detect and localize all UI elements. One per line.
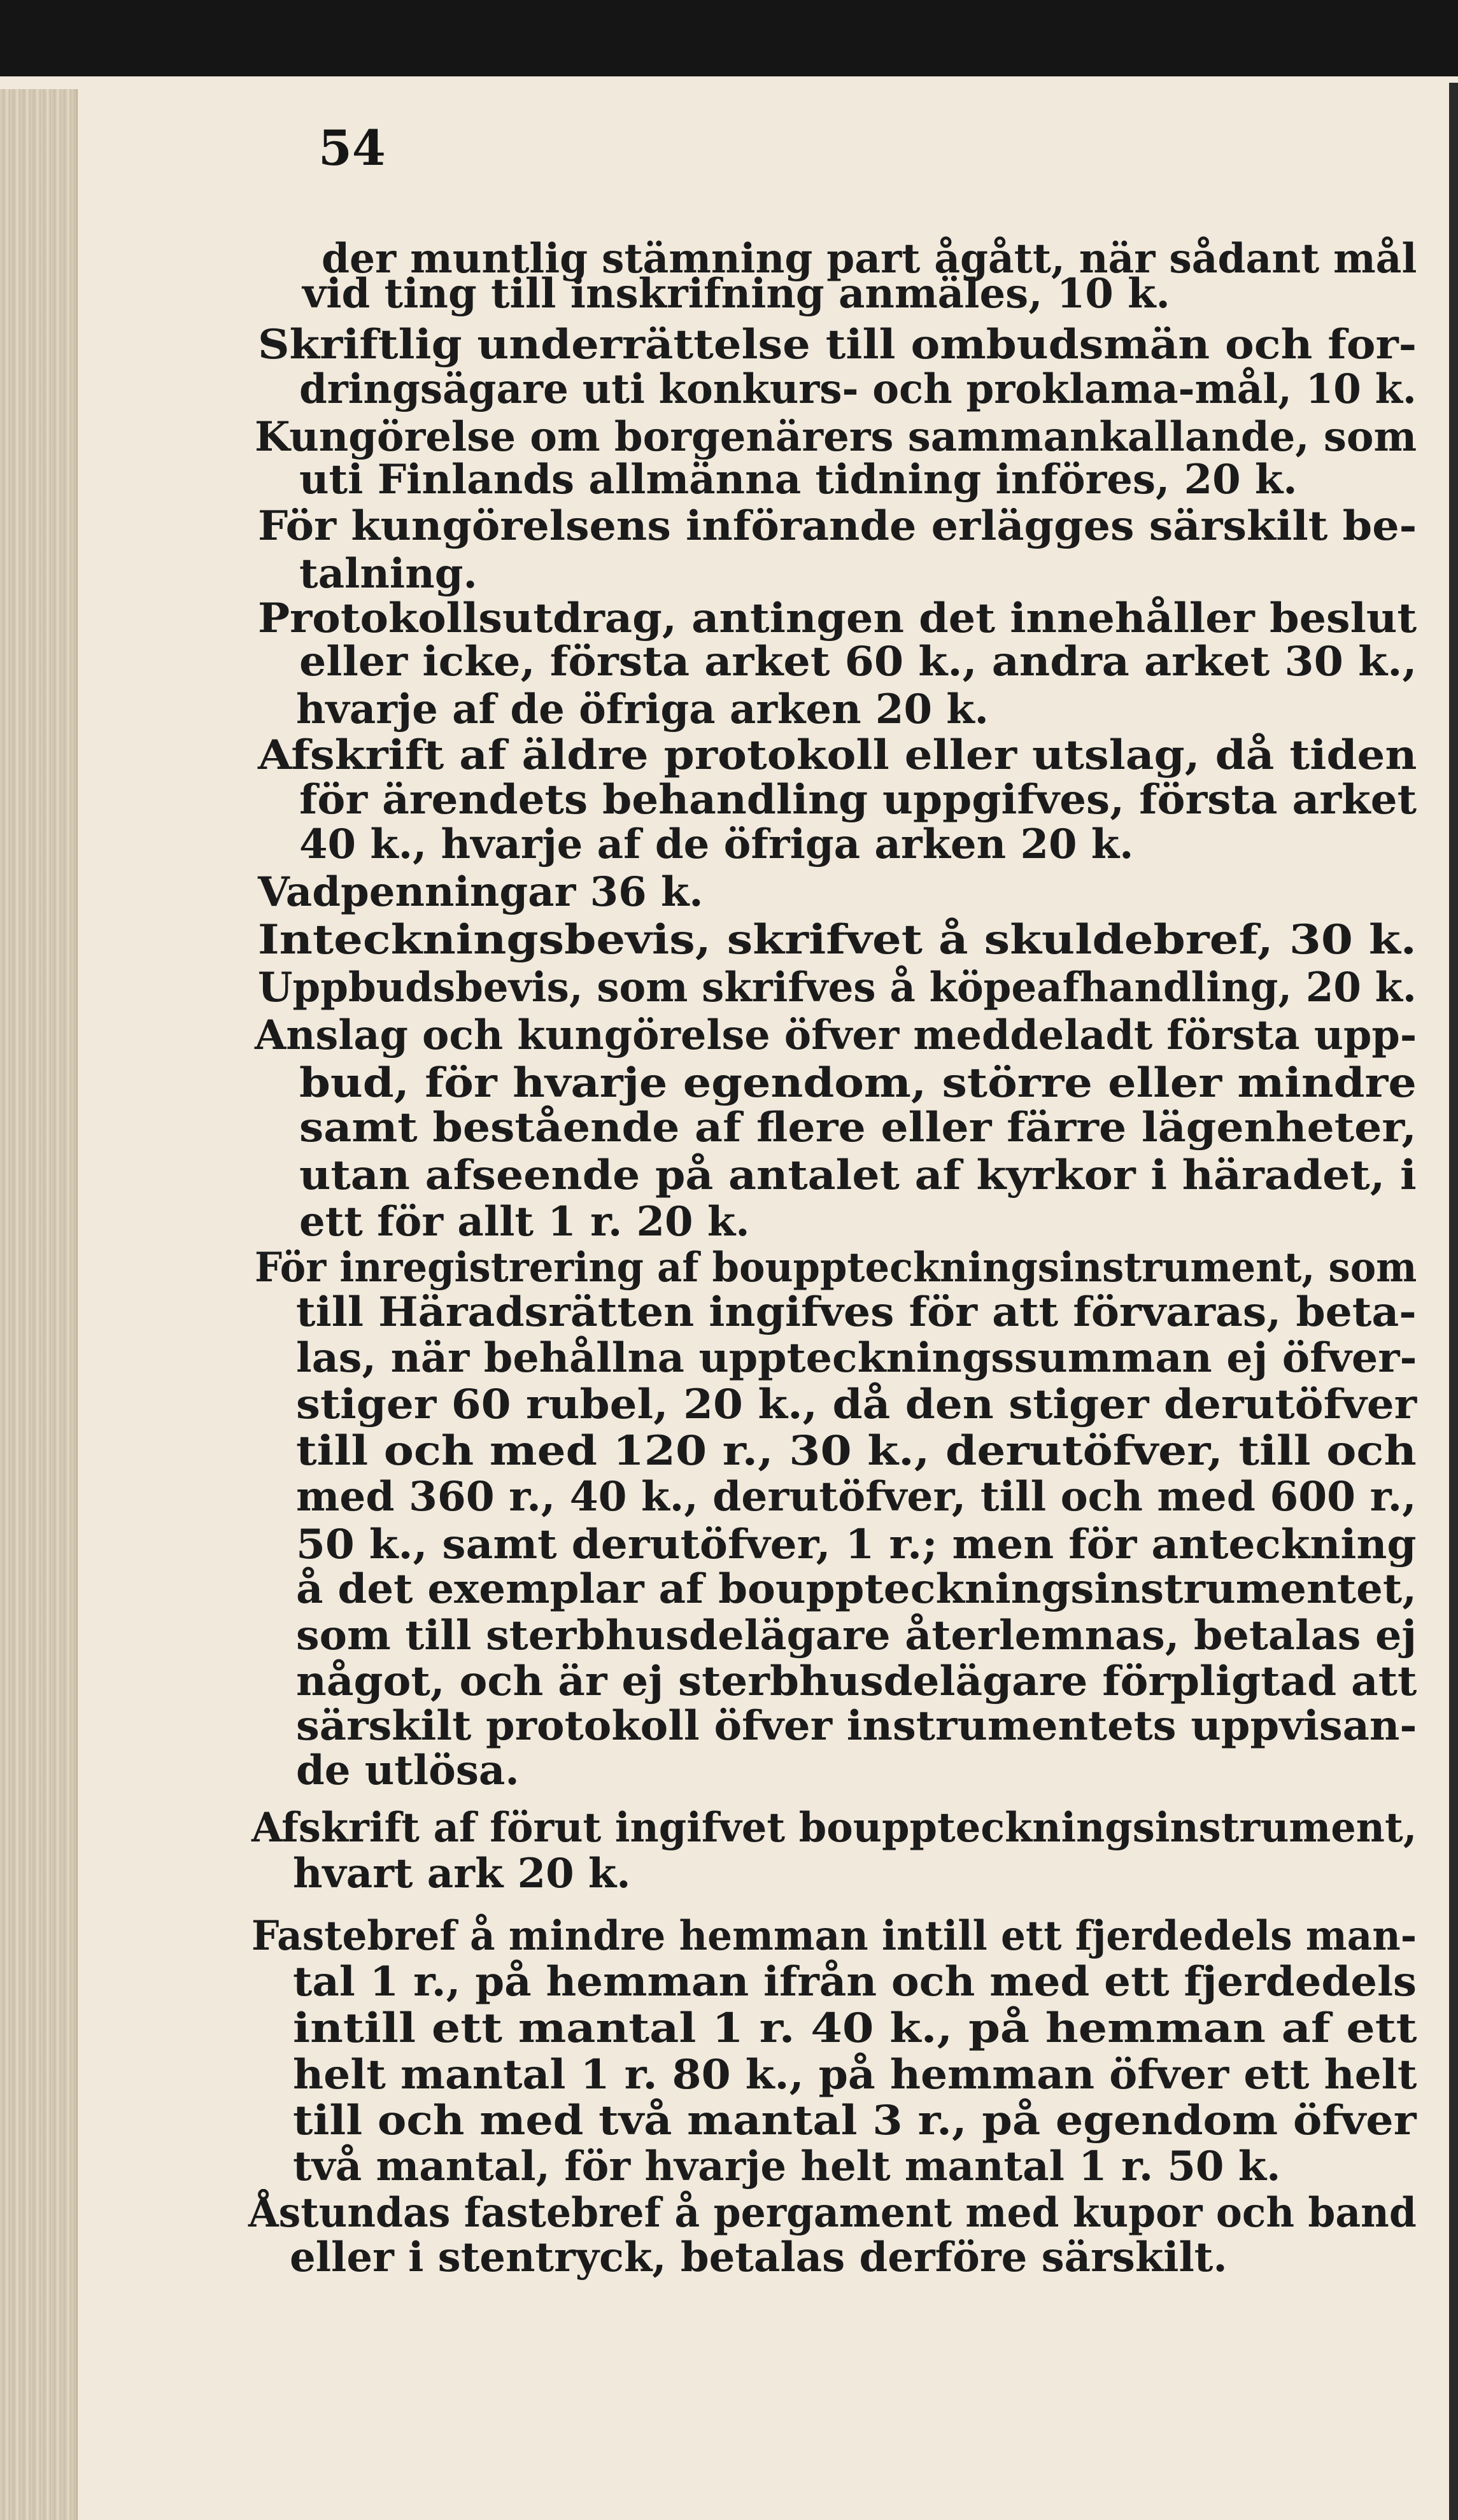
text-line: Afskrift af äldre protokoll eller utslag, då tiden <box>258 731 1417 779</box>
text-line: till och med 120 r., 30 k., derutöfver, till och <box>296 1427 1417 1475</box>
text-line: som till sterbhusdelägare återlemnas, betalas ej <box>296 1612 1417 1659</box>
text-line: Åstundas fastebref å pergament med kupor och band <box>248 2189 1417 2237</box>
text-line: hvart ark 20 k. <box>293 1850 631 1897</box>
text-line: Skriftlig underrättelse till ombudsmän och for- <box>258 321 1417 369</box>
text-line: utan afseende på antalet af kyrkor i häradet, i <box>299 1151 1417 1199</box>
text-line: Inteckningsbevis, skrifvet å skuldebref, 30 k. <box>258 916 1417 964</box>
text-line: två mantal, för hvarje helt mantal 1 r. 50 k. <box>293 2143 1281 2190</box>
text-line: tal 1 r., på hemman ifrån och med ett fjerdedels <box>293 1958 1417 2006</box>
text-line: stiger 60 rubel, 20 k., då den stiger derutöfver <box>296 1381 1417 1428</box>
text-line: dringsägare uti konkurs- och proklama-mål, 10 k. <box>299 365 1417 413</box>
text-line: till och med två mantal 3 r., på egendom öfver <box>293 2097 1417 2144</box>
text-line: 50 k., samt derutöfver, 1 r.; men för anteckning <box>296 1521 1417 1568</box>
scan-background-top <box>0 0 1458 83</box>
text-line: För inregistrering af bouppteckningsinstrument, som <box>255 1244 1417 1292</box>
text-line: las, när behållna uppteckningssumman ej öfver- <box>296 1334 1417 1382</box>
text-line: Fastebref å mindre hemman intill ett fjerdedels man- <box>251 1912 1417 1960</box>
text-line: hvarje af de öfriga arken 20 k. <box>296 686 989 733</box>
page-number: 54 <box>318 120 386 176</box>
book-spine-edge <box>0 89 78 2520</box>
page-right-edge <box>1449 83 1458 2520</box>
text-line: ett för allt 1 r. 20 k. <box>299 1198 750 1246</box>
text-line: der muntlig stämning part ågått, när sådant mål <box>322 235 1417 283</box>
text-line: För kungörelsens införande erlägges särskilt be- <box>258 502 1417 550</box>
text-line: bud, för hvarje egendom, större eller mindre <box>299 1059 1417 1107</box>
text-line: helt mantal 1 r. 80 k., på hemman öfver ett helt <box>293 2051 1417 2099</box>
text-line: Kungörelse om borgenärers sammankallande, som <box>255 413 1417 461</box>
text-line: särskilt protokoll öfver instrumentets uppvisan- <box>296 1702 1417 1750</box>
text-line: å det exemplar af bouppteckningsinstrumentet, <box>296 1565 1417 1613</box>
text-line: till Häradsrätten ingifves för att förvaras, beta- <box>296 1288 1417 1336</box>
text-line: samt bestående af flere eller färre lägenheter, <box>299 1104 1417 1151</box>
text-line: Afskrift af förut ingifvet bouppteckningsinstrument, <box>251 1804 1417 1852</box>
text-line: uti Finlands allmänna tidning införes, 20 k. <box>299 456 1298 503</box>
text-line: 40 k., hvarje af de öfriga arken 20 k. <box>299 820 1134 868</box>
text-line: talning. <box>299 550 478 598</box>
text-line: eller i stentryck, betalas derföre särskilt. <box>290 2234 1228 2281</box>
text-line: Uppbudsbevis, som skrifves å köpeafhandling, 20 k. <box>258 964 1417 1011</box>
text-line: intill ett mantal 1 r. 40 k., på hemman af ett <box>293 2004 1417 2052</box>
text-line: med 360 r., 40 k., derutöfver, till och med 600 r., <box>296 1473 1417 1521</box>
text-line: Protokollsutdrag, antingen det innehåller beslut <box>258 595 1417 642</box>
text-line: för ärendets behandling uppgifves, första arket <box>299 776 1417 824</box>
text-line: något, och är ej sterbhusdelägare förpligtad att <box>296 1658 1417 1705</box>
text-line: eller icke, första arket 60 k., andra arket 30 k., <box>299 638 1417 686</box>
text-line: vid ting till inskrifning anmäles, 10 k. <box>302 270 1170 318</box>
text-line: Vadpenningar 36 k. <box>258 868 704 916</box>
text-line: Anslag och kungörelse öfver meddeladt första upp- <box>255 1011 1417 1059</box>
text-line: de utlösa. <box>296 1747 520 1794</box>
